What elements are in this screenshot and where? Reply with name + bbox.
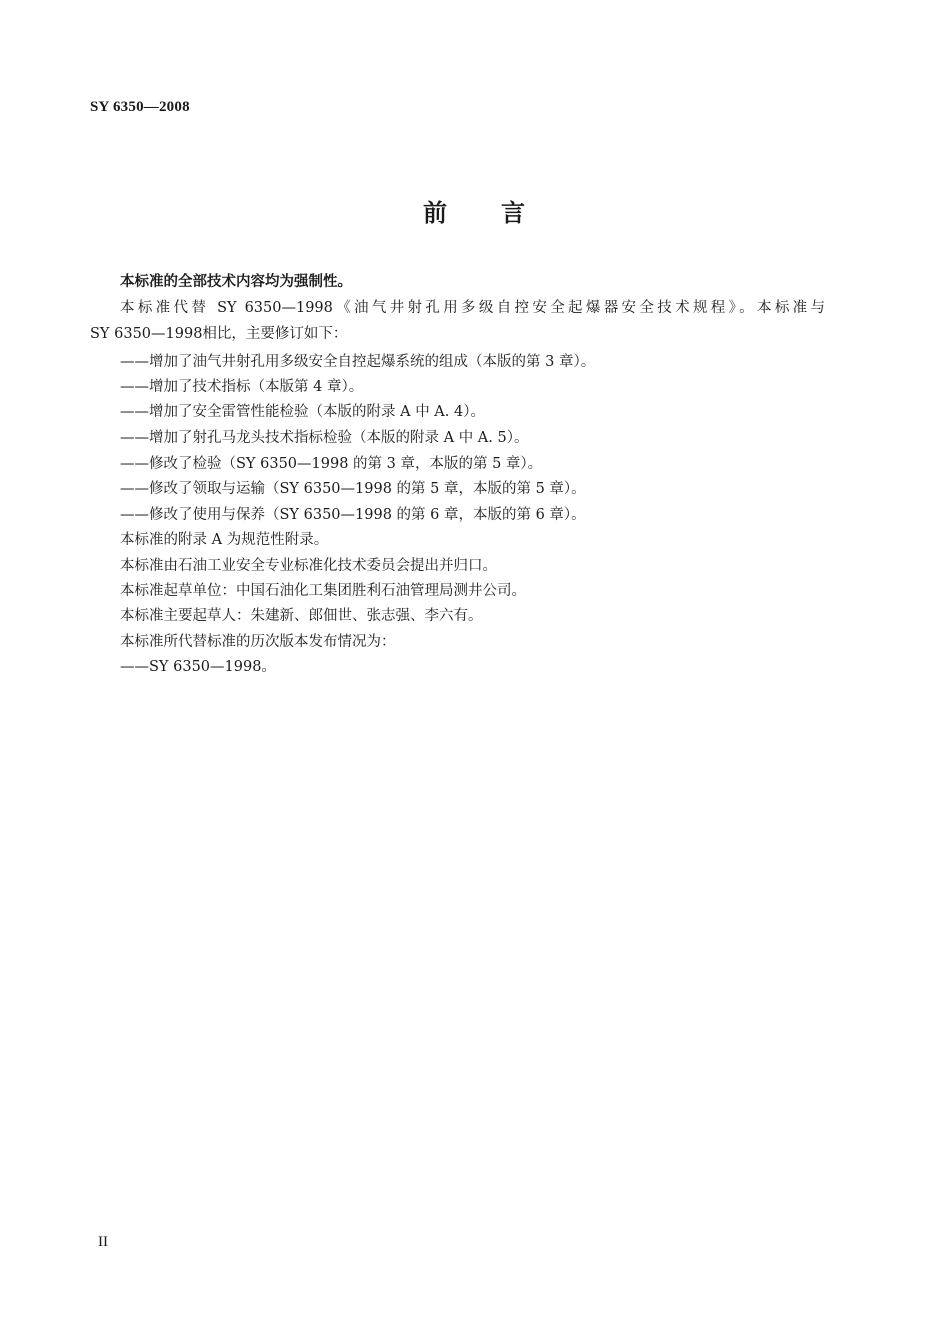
- history-item: ——SY 6350—1998。: [120, 659, 276, 675]
- history-intro: 本标准所代替标准的历次版本发布情况为：: [120, 634, 396, 650]
- change-item: ——增加了安全雷管性能检验（本版的附录 A 中 A. 4）。: [120, 404, 485, 420]
- mandatory-statement: 本标准的全部技术内容均为强制性。: [120, 274, 352, 290]
- change-item: ——增加了油气井射孔用多级安全自控起爆系统的组成（本版的第 3 章）。: [120, 354, 596, 370]
- drafters-statement: 本标准主要起草人：朱建新、郎佃世、张志强、李六有。: [120, 608, 483, 624]
- appendix-statement: 本标准的附录 A 为规范性附录。: [120, 532, 329, 548]
- replacement-statement-line-2: SY 6350—1998相比，主要修订如下：: [90, 326, 348, 342]
- title-char-1: 前: [423, 199, 449, 227]
- drafting-unit-statement: 本标准起草单位：中国石油化工集团胜利石油管理局测井公司。: [120, 583, 526, 599]
- proposer-statement: 本标准由石油工业安全专业标准化技术委员会提出并归口。: [120, 558, 497, 574]
- change-item: ——增加了技术指标（本版第 4 章）。: [120, 379, 364, 395]
- title-char-2: 言: [501, 199, 527, 227]
- change-item: ——增加了射孔马龙头技术指标检验（本版的附录 A 中 A. 5）。: [120, 430, 529, 446]
- change-item: ——修改了检验（SY 6350—1998 的第 3 章，本版的第 5 章）。: [120, 456, 543, 472]
- change-item: ——修改了使用与保养（SY 6350—1998 的第 6 章，本版的第 6 章）。: [120, 507, 586, 523]
- page-number: II: [98, 1234, 108, 1250]
- replacement-statement-line-1: 本标准代替 SY 6350—1998《油气井射孔用多级自控安全起爆器安全技术规程》。本标准与: [120, 300, 825, 316]
- page-title: [0, 193, 950, 228]
- change-item: ——修改了领取与运输（SY 6350—1998 的第 5 章，本版的第 5 章）。: [120, 481, 586, 497]
- standard-number: SY 6350—2008: [90, 99, 190, 115]
